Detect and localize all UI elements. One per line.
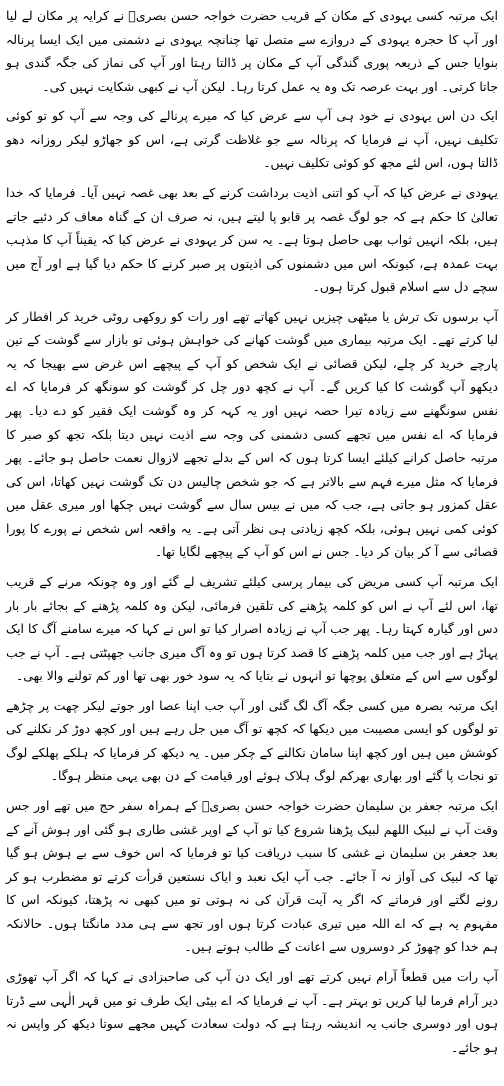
paragraph-hajj-journey: ایک مرتبہ جعفر بن سلیمان حضرت خواجہ حسن بصریؒ کے ہمراہ سفر حج میں تھے اور جس وقت آپ نے لبیک اللھم لبیک پڑھنا شروع کیا تو آپ کے اوپر غشی طاری ہو گئی اور ہوش آنے کے بعد جعفر بن سلیمان نے غشی کا سبب دریافت کیا تو فرمایا کہ اس خوف سے بے ہوش ہو گیا تھا کہ لبیک کی آواز نہ آ جائے۔ جب آپ ایک نعبد و ایاک نستعین قرأت کرتے تو مضطرب ہو کر رونے لگتے اور فرماتے کہ اگر یہ آیت قرآن کی نہ ہوتی تو میں کبھی نہ پڑھتا، کیونکہ اس کا مفہوم یہ ہے کہ اے اللہ میں تیری عبادت کرتا ہوں اور تجھ سے ہی مدد مانگتا ہوں۔ حالانکہ ہم خدا کو چھوڑ کر دوسروں سے اعانت کے طالب ہوتے ہیں۔: [6, 798, 498, 955]
paragraph-dying-patient: ایک مرتبہ آپ کسی مریض کی بیمار پرسی کیلئے تشریف لے گئے اور وہ چونکہ مرنے کے قریب تھا، اس لئے آپ نے اس کو کلمہ پڑھنے کی تلقین فرمائی، لیکن وہ کلمہ پڑھنے کے بجائے بار بار دس اور گیارہ کہتا رہا۔ پھر جب آپ نے زیادہ اصرار کیا تو اس نے کہا کہ میرے سامنے آگ کا ایک پہاڑ ہے اور جب میں کلمہ پڑھنے کا قصد کرتا ہوں تو وہ آگ میری جانب جھپٹتی ہے۔ آپ نے جب لوگوں سے اس کے متعلق پوچھا تو انہوں نے بتایا کہ یہ سود خور بھی تھا اور کم تولنے والا بھی۔: [6, 573, 498, 684]
paragraph-meat-story: آپ برسوں تک ترش یا میٹھی چیزیں نہیں کھاتے تھے اور رات کو روکھی روٹی خرید کر افطار کر لیا کرتے تھے۔ ایک مرتبہ بیماری میں گوشت کھانے کی خواہش ہوئی تو بازار سے گوشت کے تین پارچے خرید کر چلے، لیکن قصائی نے ایک شخص کو آپ کے پیچھے اس غرض سے بھیجا کہ یہ دیکھو آپ گوشت کا کیا کریں گے۔ آپ نے کچھ دور چل کر گوشت کو سونگھ کر فرمایا کہ اے نفس سونگھنے سے زیادہ تیرا حصہ نہیں اور یہ کہہ کر وہ گوشت ایک فقیر کو دے دیا۔ پھر فرمایا کہ اے نفس میں تجھے کسی دشمنی کی وجہ سے اذیت نہیں دیتا بلکہ تجھ کو صبر کا مرتبہ حاصل کرانے کیلئے ایسا کرتا ہوں کہ اس کے بدلے تجھے لازوال نعمت حاصل ہو جائے۔ پھر فرمایا کہ مثل میرے فہم سے بالاتر ہے کہ جو شخص چالیس دن تک گوشت نہیں کھاتا، اس کی عقل کمزور ہو جاتی ہے، جب کہ میں نے بیس سال سے گوشت نہیں چکھا اور میری عقل میں کوئی کمی نہیں ہوئی، بلکہ کچھ زیادتی ہی نظر آتی ہے۔ یہ واقعہ اس شخص نے پورے کا پورا قصائی سے آ کر بیان کر دیا۔ جس نے اس کو آپ کے پیچھے لگایا تھا۔: [6, 308, 498, 560]
paragraph-drain-question: ایک دن اس یہودی نے خود ہی آپ سے عرض کیا کہ میرے پرنالے کی وجہ سے آپ کو تو کوئی تکلیف نہیں، آپ نے فرمایا کہ پرنالہ سے جو غلاظت گرتی ہے، اس کو جھاڑو لیکر روزانہ دھو ڈالتا ہوں، اس لئے مجھ کو کوئی تکلیف نہیں۔: [6, 108, 498, 171]
paragraph-jewish-neighbor: ایک مرتبہ کسی یہودی کے مکان کے قریب حضرت خواجہ حسن بصریؒ نے کرایہ پر مکان لے لیا اور آپ کا حجرہ یہودی کے دروازے سے متصل تھا چنانچہ یہودی نے دشمنی میں ایک ایسا پرنالہ بنوایا جس کے ذریعہ پوری گندگی آپ کے مکان پر ڈالتا رہتا اور آپ کی نماز کی جگہ گندی ہو جاتا کرتی۔ اور بہت عرصہ تک وہ یہ عمل کرتا رہا۔ لیکن آپ نے کبھی شکایت نہیں کی۔: [6, 8, 498, 94]
paragraph-basra-fire: ایک مرتبہ بصرہ میں کسی جگہ آگ لگ گئی اور آپ جب اپنا عصا اور جوتے لیکر چھت پر چڑھے تو لوگوں کو ایسی مصیبت میں دیکھا کہ کچھ تو آگ میں جل رہے ہیں اور کچھ دوڑ کر نکلنے کی کوشش میں ہیں اور کچھ اپنا سامان نکالنے کے چکر میں۔ یہ دیکھ کر فرمایا کہ ہلکے پھلکے لوگ تو نجات پا گئے اور بھاری بھرکم لوگ ہلاک ہوئے اور قیامت کے دن بھی یہی منظر ہوگا۔: [6, 697, 498, 784]
paragraph-night-worship: آپ رات میں قطعاً آرام نہیں کرتے تھے اور ایک دن آپ کی صاحبزادی نے کہا کہ اگر آپ تھوڑی دیر آرام فرما لیا کریں تو بہتر ہے۔ آپ نے فرمایا کہ اے بیٹی ایک طرف تو میں قہر الٰہی سے ڈرتا ہوں اور دوسری جانب یہ اندیشہ رہتا ہے کہ دولت سعادت کہیں مجھے سوتا دیکھ کر واپس نہ ہو جائے۔: [6, 968, 498, 1055]
paragraph-acceptance-of-islam: یہودی نے عرض کیا کہ آپ کو اتنی اذیت برداشت کرنے کے بعد بھی غصہ نہیں آیا۔ فرمایا کہ خدا تعالیٰ کا حکم ہے کہ جو لوگ غصہ پر قابو پا لیتے ہیں، نہ صرف ان کے گناہ معاف کر دئیے جاتے ہیں، بلکہ انہیں ثواب بھی حاصل ہوتا ہے۔ یہ سن کر یہودی نے عرض کیا کہ یقیناً آپ کا مذہب بہت عمدہ ہے، کیونکہ اس میں دشمنوں کی اذیتوں پر صبر کرنے کا حکم دیا گیا ہے اور آج میں سچے دل سے اسلام قبول کرتا ہوں۔: [6, 184, 498, 295]
